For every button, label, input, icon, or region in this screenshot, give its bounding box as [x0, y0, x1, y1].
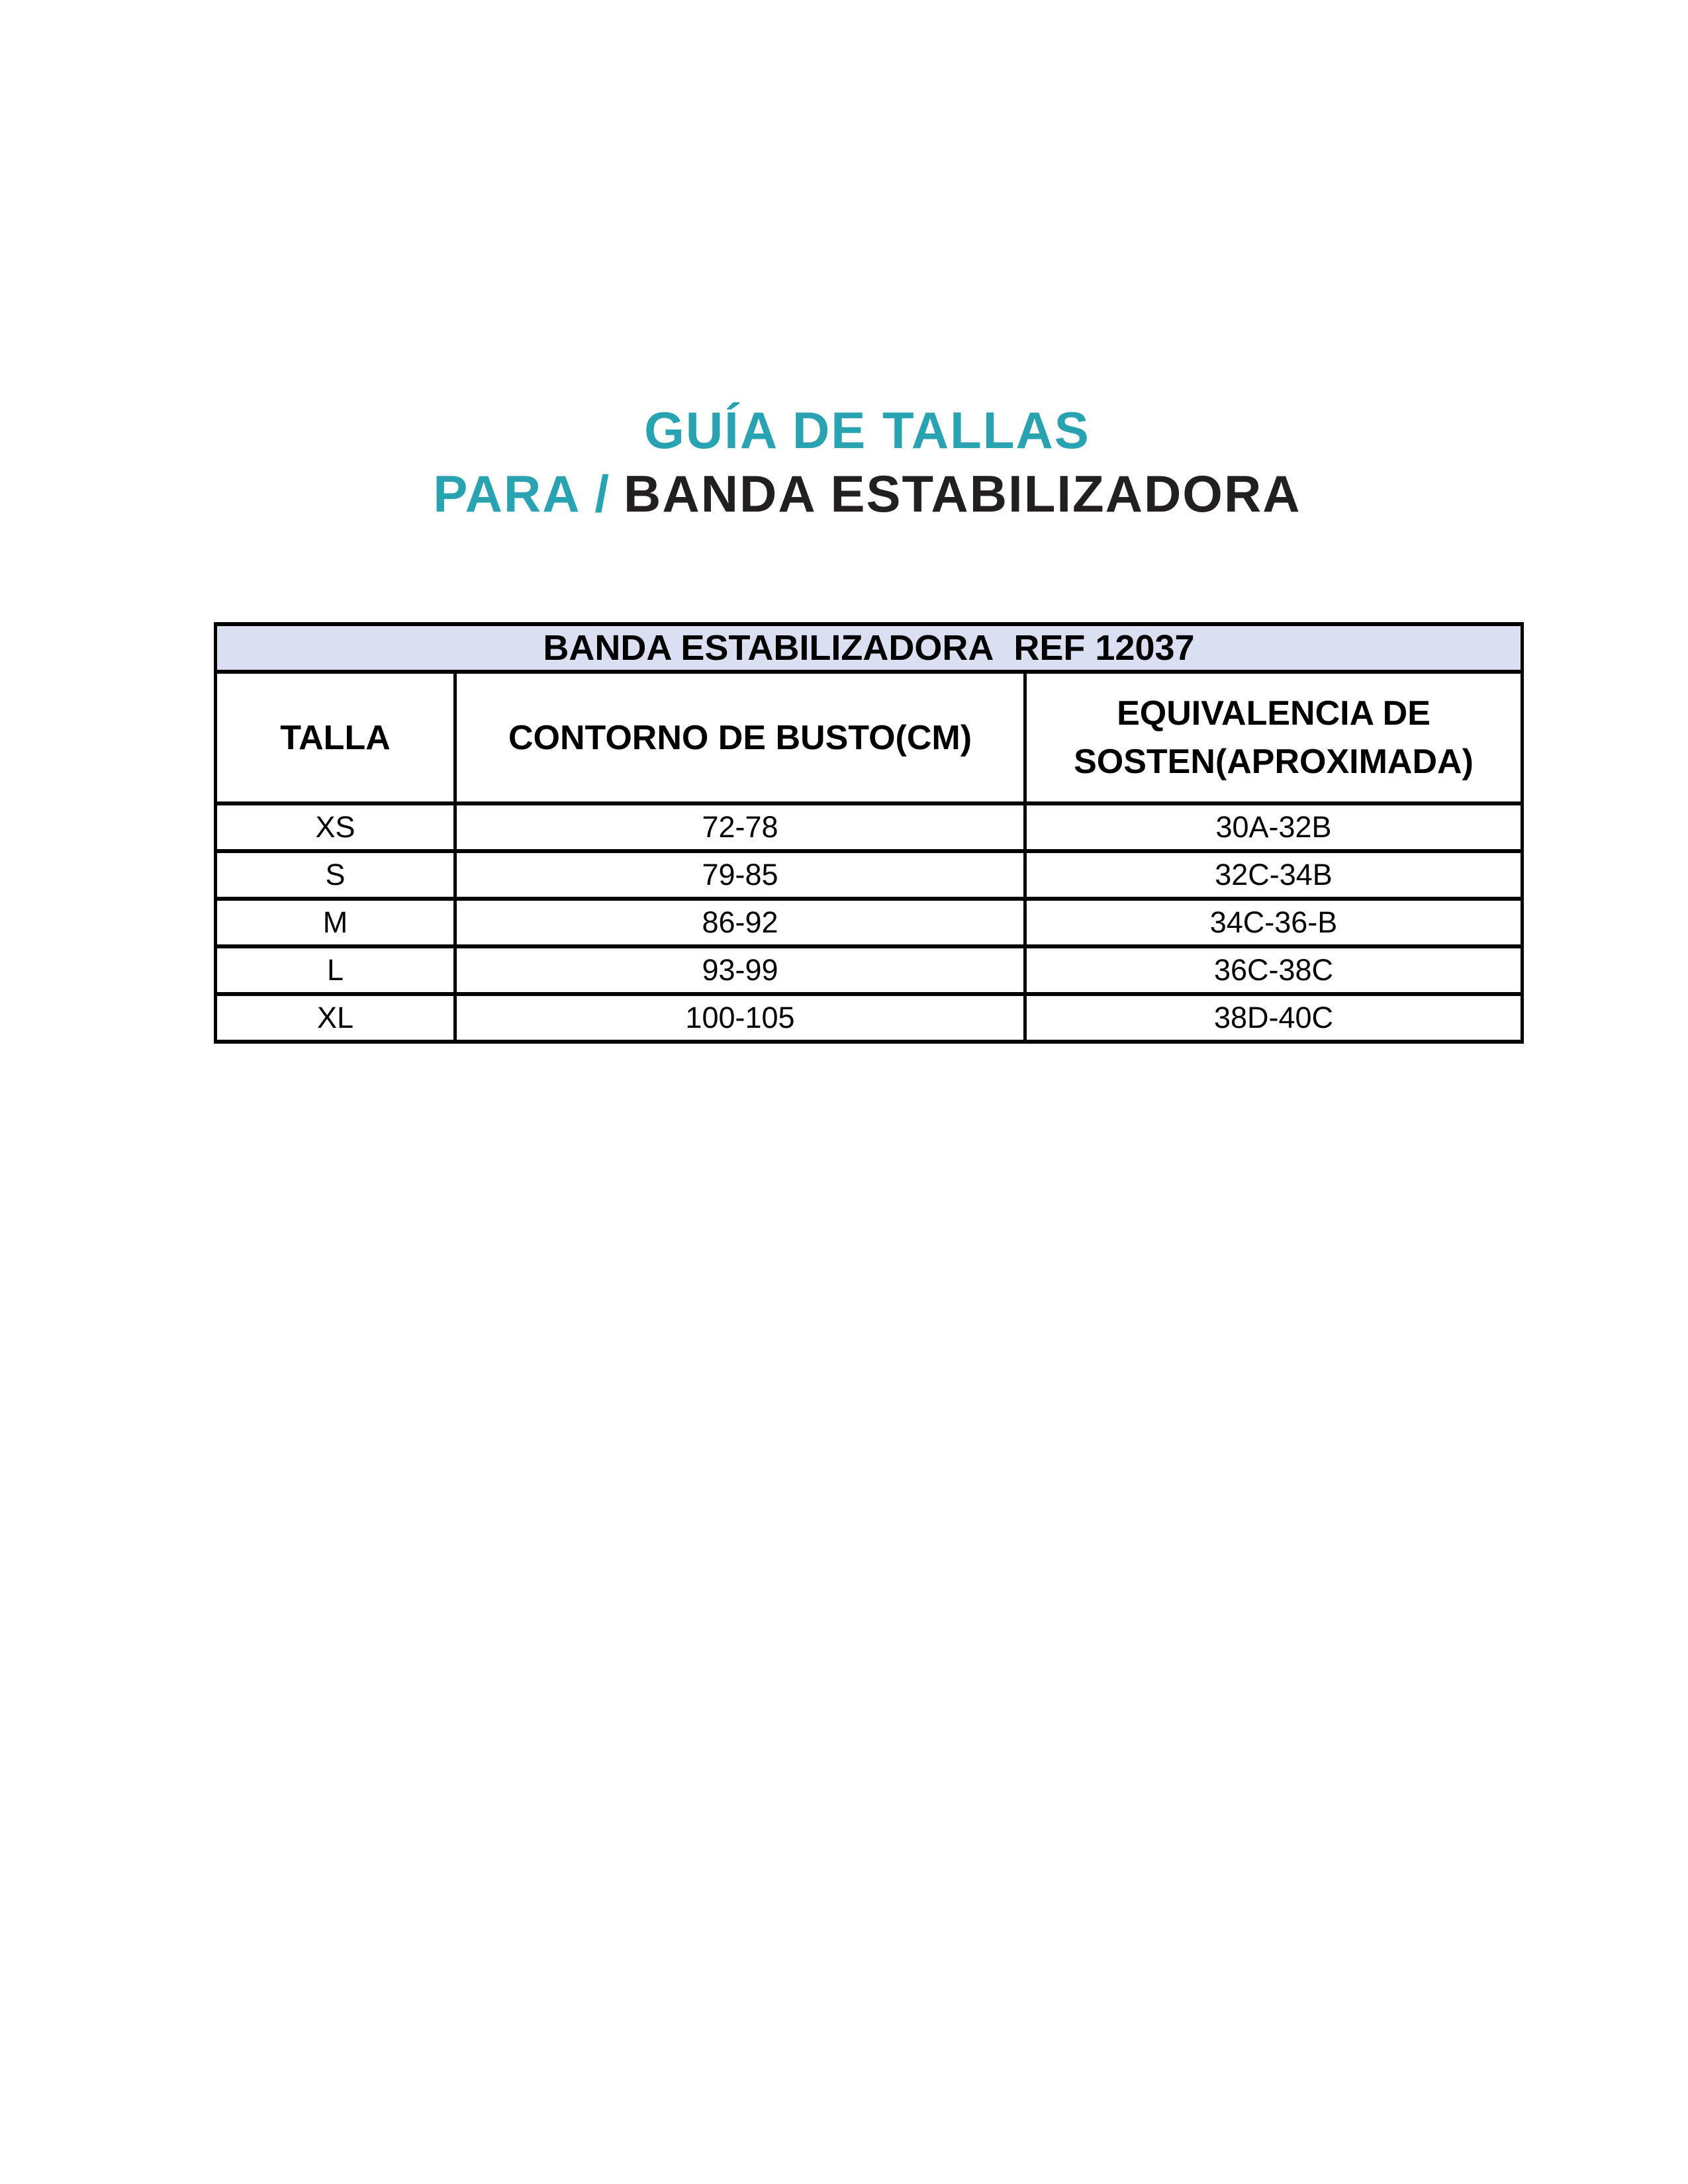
table-row	[216, 994, 1523, 1042]
cell-talla: M	[216, 899, 455, 946]
cell-equivalencia: 36C-38C	[1025, 946, 1523, 994]
cell-talla: XL	[216, 994, 455, 1042]
table-body	[216, 803, 1523, 1042]
title-guia-de-tallas: GUÍA DE TALLAS	[644, 401, 1090, 459]
size-guide-table	[214, 622, 1524, 1044]
column-header-talla: TALLA	[216, 672, 455, 803]
cell-contorno: 93-99	[455, 946, 1025, 994]
cell-equivalencia: 34C-36-B	[1025, 899, 1523, 946]
title-block	[214, 398, 1521, 525]
cell-talla: L	[216, 946, 455, 994]
cell-talla: XS	[216, 803, 455, 851]
page-title-line1	[214, 398, 1521, 462]
cell-contorno: 72-78	[455, 803, 1025, 851]
cell-talla: S	[216, 851, 455, 899]
column-header-equivalencia-line2: SOSTEN(APROXIMADA)	[1074, 742, 1474, 781]
cell-contorno: 100-105	[455, 994, 1025, 1042]
column-header-equivalencia	[1025, 672, 1523, 803]
cell-equivalencia: 32C-34B	[1025, 851, 1523, 899]
title-para-prefix: PARA /	[433, 465, 611, 523]
page-title-line2	[214, 462, 1521, 525]
cell-equivalencia: 38D-40C	[1025, 994, 1523, 1042]
table-caption: BANDA ESTABILIZADORA REF 12037	[216, 624, 1523, 672]
cell-contorno: 79-85	[455, 851, 1025, 899]
column-header-contorno: CONTORNO DE BUSTO(CM)	[455, 672, 1025, 803]
table-header-row	[216, 672, 1523, 803]
table-row	[216, 899, 1523, 946]
cell-contorno: 86-92	[455, 899, 1025, 946]
title-product-name: BANDA ESTABILIZADORA	[624, 465, 1301, 523]
table-row	[216, 803, 1523, 851]
table-caption-row	[216, 624, 1523, 672]
table-row	[216, 946, 1523, 994]
table-row	[216, 851, 1523, 899]
size-guide-table-head	[216, 624, 1523, 803]
column-header-equivalencia-line1: EQUIVALENCIA DE	[1117, 694, 1430, 733]
cell-equivalencia: 30A-32B	[1025, 803, 1523, 851]
